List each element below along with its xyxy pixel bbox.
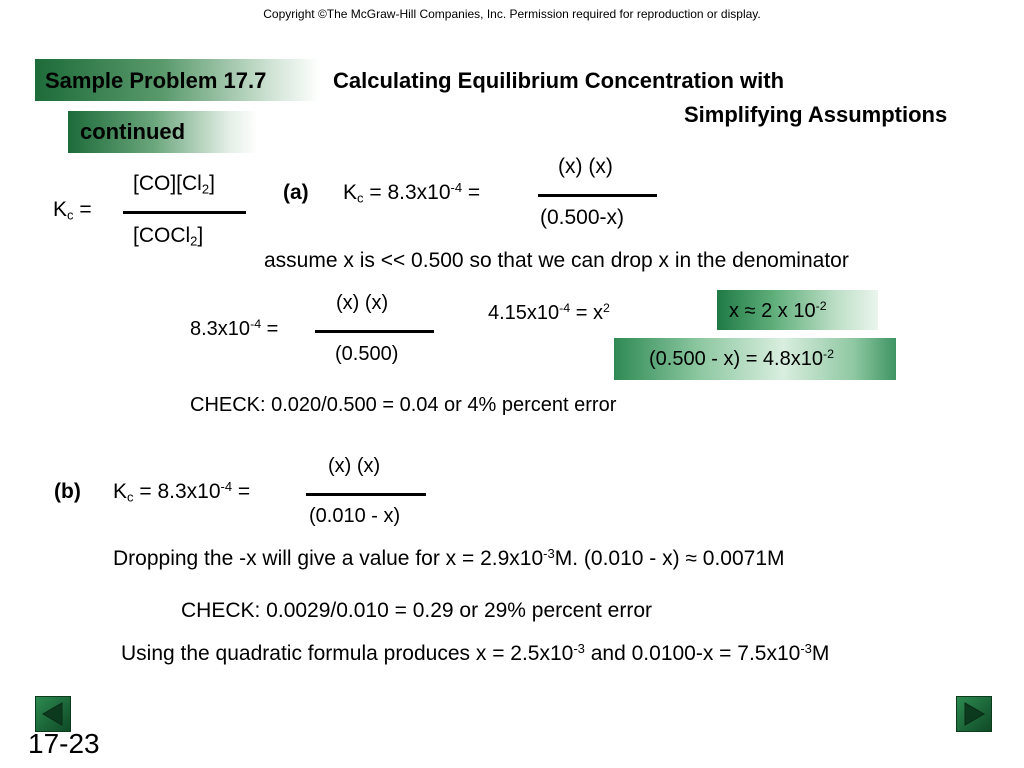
kc-denominator: [COCl$_2$] — [133, 224, 204, 249]
part-b-label: (b) — [54, 480, 81, 503]
quadratic-text: Using the quadratic formula produces $x = 2.5x10^{-3}$ and $0.0100-x = 7.5x10^{-3}M$ — [121, 640, 830, 665]
part-b-numerator: (x) (x) — [328, 455, 381, 477]
title-line-1: Calculating Equilibrium Concentration with — [333, 68, 785, 93]
kc-fraction-bar — [123, 211, 246, 214]
x-approx-value: x ≈ 2 x $10^{-2}$ — [729, 299, 827, 322]
x-squared-result: $4.15x10^{-4} = x^2$ — [488, 301, 610, 324]
triangle-right-icon — [957, 697, 991, 731]
simplified-numerator: (x) (x) — [336, 292, 389, 314]
part-a-label: (a) — [283, 181, 309, 204]
slide-number: 17-23 — [28, 728, 100, 759]
dropping-x-text: Dropping the -x will give a value for $x = 2.9x10^{-3}M$. (0.010 - x) ≈ 0.0071M — [113, 545, 785, 570]
problem-label: Sample Problem 17.7 — [45, 68, 267, 93]
title-line-2: Simplifying Assumptions — [684, 102, 948, 127]
part-b-denominator: (0.010 - x) — [309, 505, 401, 527]
part-b-check: CHECK: 0.0029/0.010 = 0.29 or 29% percent error — [181, 599, 653, 622]
continued-label: continued — [80, 119, 186, 144]
next-slide-button[interactable] — [956, 696, 992, 732]
kc-numerator: $[CO][Cl_2]$ — [133, 172, 215, 197]
concentration-value: $(0.500 - x) = 4.8x10^{-2}$ — [649, 347, 835, 370]
part-a-kc: $K_c = 8.3x10^{-4}$ = — [343, 179, 481, 206]
simplified-fraction-bar — [315, 330, 434, 333]
assumption-text: assume x is << 0.500 so that we can drop x in the denominator — [264, 249, 849, 272]
copyright-notice: Copyright ©The McGraw-Hill Companies, Inc. Permission required for reproduction or display. — [263, 7, 761, 21]
simplified-lhs: $8.3x10^{-4}$ = — [190, 317, 279, 340]
part-a-fraction-bar — [538, 194, 657, 197]
triangle-left-icon — [36, 697, 70, 731]
part-a-denominator: (0.500-x) — [540, 206, 625, 229]
simplified-denominator: (0.500) — [335, 343, 399, 365]
part-a-numerator: (x) (x) — [558, 155, 613, 178]
part-b-fraction-bar — [306, 493, 426, 496]
prev-slide-button[interactable] — [35, 696, 71, 732]
part-b-kc: $K_c = 8.3x10^{-4}$ = — [113, 478, 251, 505]
part-a-check: CHECK: 0.020/0.500 = 0.04 or 4% percent error — [190, 394, 617, 416]
kc-lhs: $K_c$ = — [53, 198, 92, 223]
